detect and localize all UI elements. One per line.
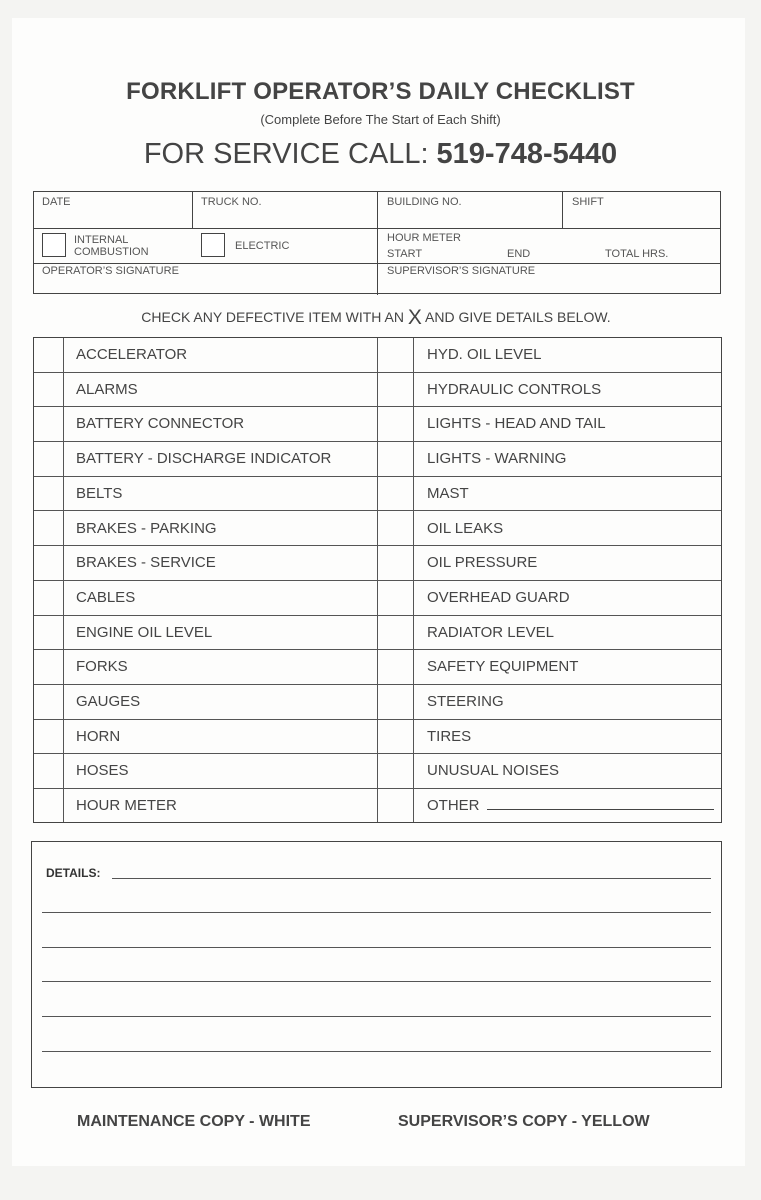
details-box bbox=[31, 841, 722, 1088]
details-line[interactable] bbox=[42, 912, 711, 913]
instruction-before: CHECK ANY DEFECTIVE ITEM WITH AN bbox=[141, 309, 404, 325]
electric-checkbox[interactable] bbox=[201, 233, 225, 257]
electric-label: ELECTRIC bbox=[235, 240, 290, 252]
checklist-item-label: GAUGES bbox=[76, 693, 141, 710]
left-check-cell[interactable] bbox=[34, 650, 63, 684]
left-check-cell[interactable] bbox=[34, 512, 63, 546]
checklist-row bbox=[34, 407, 721, 442]
checklist-item-label: LIGHTS - HEAD AND TAIL bbox=[427, 415, 606, 433]
maintenance-copy-label: MAINTENANCE COPY - WHITE bbox=[77, 1113, 311, 1130]
checklist-item-label: HOUR METER bbox=[76, 797, 177, 815]
checklist-item-label: BATTERY CONNECTOR bbox=[76, 415, 245, 433]
left-check-cell[interactable] bbox=[34, 685, 63, 719]
end-field[interactable]: END bbox=[507, 248, 531, 260]
checklist-item-label: BRAKES - PARKING bbox=[76, 519, 217, 537]
checklist-item-label: FORKS bbox=[76, 658, 128, 676]
right-check-cell[interactable] bbox=[378, 442, 413, 476]
checklist-item-label: CABLES bbox=[76, 588, 136, 606]
details-line[interactable] bbox=[112, 878, 711, 879]
checklist-item-label: MAST bbox=[427, 484, 469, 502]
right-check-cell[interactable] bbox=[378, 789, 413, 823]
checklist-item-label: HYDRAULIC CONTROLS bbox=[427, 380, 602, 398]
hour-meter-label: HOUR METER bbox=[387, 232, 461, 244]
left-check-cell[interactable] bbox=[34, 616, 63, 650]
right-check-cell[interactable] bbox=[378, 512, 413, 546]
internal-combustion-label bbox=[74, 234, 149, 258]
left-check-cell[interactable] bbox=[34, 477, 63, 511]
left-check-cell[interactable] bbox=[34, 407, 63, 441]
checklist-item-label: LIGHTS - WARNING bbox=[427, 450, 567, 468]
right-check-cell[interactable] bbox=[378, 477, 413, 511]
right-check-cell[interactable] bbox=[378, 650, 413, 684]
start-field[interactable]: START bbox=[387, 248, 423, 260]
instruction-after: AND GIVE DETAILS BELOW. bbox=[425, 309, 611, 325]
checklist-row bbox=[34, 477, 721, 512]
checklist-item-label: ACCELERATOR bbox=[76, 346, 188, 363]
right-check-cell[interactable] bbox=[378, 616, 413, 650]
checklist-row bbox=[34, 581, 721, 616]
building-no-field[interactable]: BUILDING NO. bbox=[387, 196, 462, 208]
details-line[interactable] bbox=[42, 947, 711, 948]
service-call-label: FOR SERVICE CALL: bbox=[143, 138, 429, 170]
checklist-item-label: OTHER bbox=[427, 797, 480, 815]
form-subtitle: (Complete Before The Start of Each Shift) bbox=[260, 112, 501, 127]
left-check-cell[interactable] bbox=[34, 754, 63, 788]
divider bbox=[192, 192, 193, 228]
checklist-item-label: OVERHEAD GUARD bbox=[427, 588, 570, 606]
info-box bbox=[33, 191, 721, 294]
checklist-row bbox=[34, 789, 721, 824]
details-line[interactable] bbox=[42, 1051, 711, 1052]
instruction-text bbox=[0, 306, 752, 330]
details-line[interactable] bbox=[42, 1016, 711, 1017]
checklist-item-label: ALARMS bbox=[76, 380, 138, 398]
checklist-item-label: ENGINE OIL LEVEL bbox=[76, 623, 213, 641]
checklist-item-label: BELTS bbox=[76, 484, 123, 502]
checklist-item-label: HYD. OIL LEVEL bbox=[427, 346, 542, 363]
checklist-row bbox=[34, 616, 721, 651]
supervisor-signature-field[interactable]: SUPERVISOR’S SIGNATURE bbox=[387, 265, 536, 277]
operator-signature-field[interactable]: OPERATOR’S SIGNATURE bbox=[42, 265, 179, 277]
checklist-item-label: HORN bbox=[76, 727, 121, 745]
details-label: DETAILS: bbox=[46, 866, 101, 880]
checklist-item-label: RADIATOR LEVEL bbox=[427, 623, 554, 641]
checklist-item-label: OIL PRESSURE bbox=[427, 554, 538, 572]
left-check-cell[interactable] bbox=[34, 373, 63, 407]
checklist-row bbox=[34, 338, 721, 373]
right-check-cell[interactable] bbox=[378, 546, 413, 580]
checklist-item-label: BRAKES - SERVICE bbox=[76, 554, 216, 572]
checklist-item-label: HOSES bbox=[76, 762, 129, 780]
instruction-x-mark: X bbox=[407, 306, 422, 329]
internal-combustion-checkbox[interactable] bbox=[42, 233, 66, 257]
checklist-row bbox=[34, 685, 721, 720]
checklist-item-label: SAFETY EQUIPMENT bbox=[427, 658, 579, 676]
checklist-row bbox=[34, 720, 721, 755]
service-call-line bbox=[0, 138, 761, 171]
checklist-row bbox=[34, 442, 721, 477]
checklist-row bbox=[34, 512, 721, 547]
checklist-grid bbox=[33, 337, 722, 823]
left-check-cell[interactable] bbox=[34, 338, 63, 372]
left-check-cell[interactable] bbox=[34, 720, 63, 754]
left-check-cell[interactable] bbox=[34, 789, 63, 823]
right-check-cell[interactable] bbox=[378, 720, 413, 754]
checklist-item-label: STEERING bbox=[427, 693, 504, 710]
shift-field[interactable]: SHIFT bbox=[572, 196, 604, 208]
right-check-cell[interactable] bbox=[378, 754, 413, 788]
checklist-item-label: TIRES bbox=[427, 727, 472, 745]
internal-label-line1: INTERNAL bbox=[74, 234, 129, 246]
checklist-item-label: BATTERY - DISCHARGE INDICATOR bbox=[76, 450, 332, 468]
right-check-cell[interactable] bbox=[378, 407, 413, 441]
supervisor-copy-label: SUPERVISOR’S COPY - YELLOW bbox=[398, 1113, 650, 1130]
divider bbox=[377, 192, 378, 295]
internal-label-line2: COMBUSTION bbox=[74, 246, 149, 258]
date-field[interactable]: DATE bbox=[42, 196, 71, 208]
checklist-row bbox=[34, 546, 721, 581]
form-title: FORKLIFT OPERATOR’S DAILY CHECKLIST bbox=[126, 78, 635, 105]
right-check-cell[interactable] bbox=[378, 685, 413, 719]
checklist-item-label: OIL LEAKS bbox=[427, 519, 504, 537]
checklist-row bbox=[34, 373, 721, 408]
checklist-row bbox=[34, 754, 721, 789]
details-line[interactable] bbox=[42, 981, 711, 982]
right-check-cell[interactable] bbox=[378, 581, 413, 615]
right-check-cell[interactable] bbox=[378, 373, 413, 407]
left-check-cell[interactable] bbox=[34, 546, 63, 580]
truck-no-field[interactable]: TRUCK NO. bbox=[201, 196, 262, 208]
other-write-in-line[interactable] bbox=[487, 809, 714, 810]
right-check-cell[interactable] bbox=[378, 338, 413, 372]
checklist-row bbox=[34, 650, 721, 685]
checklist-item-label: UNUSUAL NOISES bbox=[427, 762, 559, 780]
divider bbox=[562, 192, 563, 228]
service-call-number: 519-748-5440 bbox=[436, 138, 618, 170]
left-check-cell[interactable] bbox=[34, 442, 63, 476]
left-check-cell[interactable] bbox=[34, 581, 63, 615]
total-hrs-field[interactable]: TOTAL HRS. bbox=[605, 248, 669, 260]
